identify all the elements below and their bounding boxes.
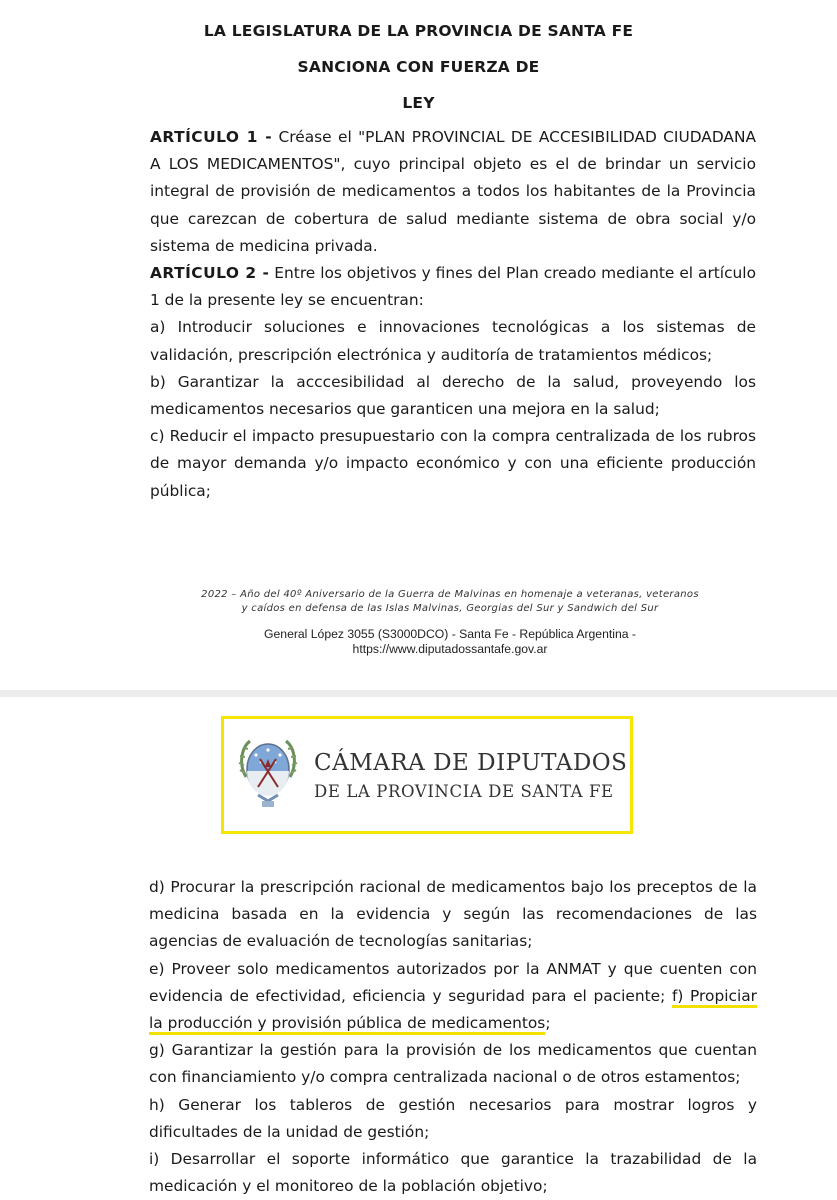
list-item-b: b) Garantizar la acccesibilidad al derecho de la salud, proveyendo los medicamentos necesarios que garanticen una mejora en la salud; — [150, 372, 756, 419]
article-2 — [150, 260, 756, 314]
article-1-label: ARTÍCULO 1 - — [150, 128, 273, 146]
list-item-g: g) Garantizar la gestión para la provisión de los medicamentos que cuentan con financiamiento y/o compra centralizada nacional o de otros estamentos; — [149, 1041, 757, 1087]
article-1 — [150, 124, 756, 260]
document-page-2 — [0, 697, 837, 1200]
article-2-label: ARTÍCULO 2 - — [150, 264, 270, 283]
articles-body — [150, 124, 756, 505]
list-item-c: c) Reducir el impacto presupuestario con la compra centralizada de los rubros de mayor demanda y/o impacto económico y con una eficiente producción pública; — [150, 427, 756, 500]
list-item-d: d) Procurar la prescripción racional de medicamentos bajo los preceptos de la medicina basada en la evidencia y según las recomendaciones de las agencias de evaluación de tecnologías sanitarias; — [149, 878, 757, 951]
letterhead-subtitle: DE LA PROVINCIA DE SANTA FE — [314, 782, 614, 801]
website-link[interactable]: https://www.diputadossantafe.gov.ar — [352, 642, 548, 656]
letterhead-title: CÁMARA DE DIPUTADOS — [314, 750, 628, 776]
law-header-line3: LEY — [402, 94, 435, 112]
highlighted-item-f: f) Propiciar la producción y provisión pública de medicamentos — [149, 986, 757, 1033]
address-block — [120, 627, 780, 657]
list-item-i: i) Desarrollar el soporte informático que garantice la trazabilidad de la medicación y el monitoreo de la población objetivo; — [149, 1150, 757, 1196]
list-item-f-end: ; — [545, 1014, 551, 1033]
letterhead — [221, 716, 633, 834]
objectives-continued — [149, 874, 757, 1200]
list-item-h: h) Generar los tableros de gestión necesarios para mostrar logros y dificultades de la unidad de gestión; — [149, 1095, 757, 1141]
list-item-a: a) Introducir soluciones e innovaciones tecnológicas a los sistemas de validación, prescripción electrónica y auditoría de tratamientos médicos; — [150, 318, 756, 364]
article-2-text: Entre los objetivos y fines del Plan creado mediante el artículo 1 de la presente ley se encuentran: — [150, 264, 756, 310]
commemorative-motto — [120, 588, 780, 616]
law-header-line2: SANCIONA CON FUERZA DE — [297, 58, 540, 76]
article-1-text: Créase el "PLAN PROVINCIAL DE ACCESIBILIDAD CIUDADANA A LOS MEDICAMENTOS", cuyo principal objeto es el de brindar un servicio integral de provisión de medicamentos a todos los habitantes de la Provincia que carezcan de cobertura de salud mediante sistema de obra social y/o sistema de medicina privada. — [150, 128, 756, 255]
motto-line-2: y caídos en defensa de las Islas Malvinas, Georgias del Sur y Sandwich del Sur — [241, 603, 659, 614]
address-line: General López 3055 (S3000DCO) - Santa Fe - República Argentina - — [264, 627, 636, 641]
motto-line-1: 2022 – Año del 40º Aniversario de la Guerra de Malvinas en homenaje a veteranas, veteranos — [201, 589, 699, 600]
law-header-line1: LA LEGISLATURA DE LA PROVINCIA DE SANTA FE — [203, 22, 634, 40]
list-item-e-f — [149, 956, 757, 1038]
provincial-seal-icon — [236, 733, 300, 817]
list-item-e: e) Proveer solo medicamentos autorizados por la ANMAT y que cuenten con evidencia de efectividad, eficiencia y seguridad para el paciente; — [149, 959, 757, 1005]
page-separator — [0, 690, 837, 697]
